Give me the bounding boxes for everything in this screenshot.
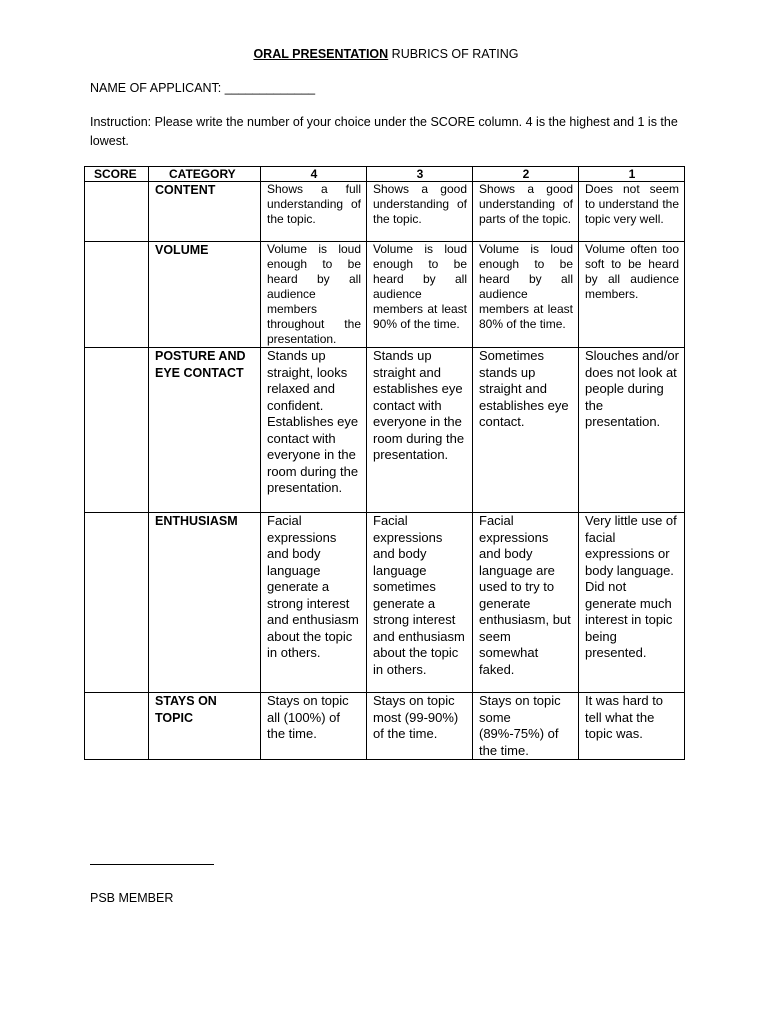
criteria-cell: Facial expressions and body language sometimes generate a strong interest and enthusiasm about the topic in others. xyxy=(367,513,473,693)
criteria-cell: Very little use of facial expressions or body language. Did not generate much interest in topic being presented. xyxy=(579,513,685,693)
criteria-cell: Volume is loud enough to be heard by all audience members at least 90% of the time. xyxy=(367,242,473,348)
header-category: CATEGORY xyxy=(149,167,261,182)
criteria-cell: Facial expressions and body language are used to try to generate enthusiasm, but seem somewhat faked. xyxy=(473,513,579,693)
instruction-text: Instruction: Please write the number of your choice under the SCORE column. 4 is the highest and 1 is the lowest. xyxy=(90,115,678,148)
category-cell: CONTENT xyxy=(149,182,261,242)
score-cell[interactable] xyxy=(85,182,149,242)
score-cell[interactable] xyxy=(85,693,149,760)
criteria-cell: Facial expressions and body language generate a strong interest and enthusiasm about the topic in others. xyxy=(261,513,367,693)
criteria-cell: Slouches and/or does not look at people during the presentation. xyxy=(579,348,685,513)
criteria-cell: Stands up straight, looks relaxed and confident. Establishes eye contact with everyone in the room during the presentation. xyxy=(261,348,367,513)
criteria-cell: Volume is loud enough to be heard by all audience members at least 80% of the time. xyxy=(473,242,579,348)
header-level-4: 4 xyxy=(261,167,367,182)
category-cell: VOLUME xyxy=(149,242,261,348)
header-level-2: 2 xyxy=(473,167,579,182)
table-row xyxy=(85,182,685,242)
table-header-row xyxy=(85,167,685,182)
document-title xyxy=(0,47,768,61)
criteria-cell: Volume often too soft to be heard by all audience members. xyxy=(579,242,685,348)
signature-label: PSB MEMBER xyxy=(90,891,174,905)
criteria-cell: Shows a good understanding of parts of the topic. xyxy=(473,182,579,242)
criteria-cell: Does not seem to understand the topic very well. xyxy=(579,182,685,242)
table-row xyxy=(85,348,685,513)
table-row xyxy=(85,693,685,760)
criteria-cell: Shows a good understanding of the topic. xyxy=(367,182,473,242)
applicant-name-field: NAME OF APPLICANT: _____________ xyxy=(90,81,316,95)
score-cell[interactable] xyxy=(85,513,149,693)
rubric-table xyxy=(84,166,685,760)
score-cell[interactable] xyxy=(85,242,149,348)
title-rest: RUBRICS OF RATING xyxy=(388,47,519,61)
criteria-cell: Stays on topic all (100%) of the time. xyxy=(261,693,367,760)
header-score: SCORE xyxy=(85,167,149,182)
criteria-cell: Sometimes stands up straight and establishes eye contact. xyxy=(473,348,579,513)
criteria-cell: Shows a full understanding of the topic. xyxy=(261,182,367,242)
table-row xyxy=(85,513,685,693)
criteria-cell: Stays on topic some (89%-75%) of the time. xyxy=(473,693,579,760)
header-level-3: 3 xyxy=(367,167,473,182)
criteria-cell: Stays on topic most (99-90%) of the time. xyxy=(367,693,473,760)
header-level-1: 1 xyxy=(579,167,685,182)
criteria-cell: It was hard to tell what the topic was. xyxy=(579,693,685,760)
table-row xyxy=(85,242,685,348)
signature-line xyxy=(90,864,214,865)
criteria-cell: Volume is loud enough to be heard by all audience members throughout the presentation. xyxy=(261,242,367,348)
category-cell: POSTURE AND EYE CONTACT xyxy=(149,348,261,513)
title-underlined: ORAL PRESENTATION xyxy=(253,47,389,61)
score-cell[interactable] xyxy=(85,348,149,513)
category-cell: STAYS ON TOPIC xyxy=(149,693,261,760)
criteria-cell: Stands up straight and establishes eye contact with everyone in the room during the presentation. xyxy=(367,348,473,513)
category-cell: ENTHUSIASM xyxy=(149,513,261,693)
